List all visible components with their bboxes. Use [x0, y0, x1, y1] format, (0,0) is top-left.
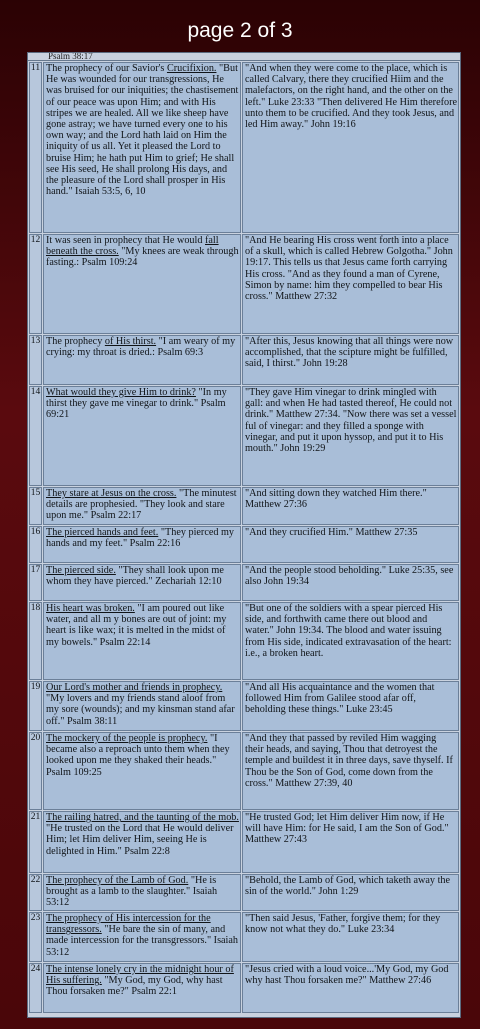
prophecy-cell [43, 912, 241, 962]
prophecy-title: of His thirst. [104, 336, 157, 347]
prophecy-title: What would they give Him to drink? [46, 387, 196, 398]
prophecy-text: "He is brought as a lamb to the slaughter." Isaiah 53:12 [46, 875, 218, 909]
prophecy-title: They stare at Jesus on the cross. [46, 488, 177, 499]
prophecy-title: Crucifixion. [166, 63, 217, 74]
prophecy-title: fall beneath the cross. [46, 235, 219, 258]
prophecy-text: "He bare the sin of many, and made intercession for the transgressors." Isaiah 53:12 [46, 924, 239, 958]
prophecy-prefix: The prophecy of our Savior's [46, 63, 167, 74]
row-number: 21 [29, 811, 42, 873]
prophecy-text: "But He was wounded for our transgressions, He was bruised for our iniquities; the chastisement of our peace was upon Him; and with His stripes we are healed. All we like sheep have gone astray; we have turned every one to his own way; and the Lord hath laid on Him the iniquity of us all. Yet it pleased the Lord to bruise Him; he hath put Him to grief; He shall see His seed, He shall prolong His days, and the pleasure of the Lord shall prosper in His hand." Isaiah 53:5, 6, 10 [46, 63, 239, 198]
prophecy-prefix: The prophecy [46, 336, 105, 347]
prophecy-title: The prophecy of the Lamb of God. [46, 875, 189, 886]
prophecy-cell [43, 811, 241, 873]
prophecy-text: "I am poured out like water, and all m y bones are out of joint: my heart is like wax; it is melted in the midst of my bowels." Psalm 22:14 [46, 603, 227, 648]
prophecy-title: The prophecy of His intercession for the transgressors. [46, 913, 211, 936]
row-number: 19 [29, 681, 42, 731]
prophecy-title: The pierced hands and feet. [46, 527, 159, 538]
prophecy-text: "I became also a reproach unto them when they looked upon me they shaked their heads." Psalm 109:25 [46, 733, 230, 778]
prophecy-table [28, 61, 460, 1014]
fulfillment-cell: "Then said Jesus, 'Father, forgive them; for they know not what they do." Luke 23:34 [242, 912, 459, 962]
fulfillment-cell: "And He bearing His cross went forth into a place of a skull, which is called Hebrew Golgotha." John 19:17. This tells us that Jesus came forth carrying His cross. "And as they found a man of Cyrene, Simon by name: him they compelled to bear His cross." Matthew 27:32 [242, 234, 459, 334]
table-row [29, 335, 459, 385]
fulfillment-cell: "And sitting down they watched Him there." Matthew 27:36 [242, 487, 459, 525]
prophecy-text: "They shall look upon me whom they have pierced." Zechariah 12:10 [46, 565, 224, 588]
table-row [29, 811, 459, 873]
fulfillment-cell: "And they that passed by reviled Him wagging their heads, and saying, Thou that detroyest the temple and buildest it in three days, save thyself. If Thou be the Son of God, come down from the cross." Matthew 27:39, 40 [242, 732, 459, 810]
fulfillment-cell: "And when they were come to the place, which is called Calvary, there they crucified Hiim and the malefactors, on the right hand, and the other on the left." Luke 23:33 "Then delivered He Him therefore unto them to be crucified. And they took Jesus, and led Him away." John 19:16 [242, 62, 459, 233]
prophecy-title: The intense lonely cry in the midnight hour of His suffering. [46, 964, 234, 987]
prophecy-text: "I am weary of my crying: my throat is dried.: Psalm 69:3 [46, 336, 236, 359]
page-indicator: page 2 of 3 [187, 19, 293, 42]
table-row [29, 874, 459, 911]
prophecy-text: "They pierced my hands and my feet." Psalm 22:16 [46, 527, 235, 550]
row-number: 22 [29, 874, 42, 911]
prophecy-text: "The minutest details are prophesied. "They look and stare upon me." Psalm 22:17 [46, 488, 237, 522]
prophecy-cell [43, 386, 241, 486]
fulfillment-cell: "He trusted God; let Him deliver Him now, if He will have Him: for He said, I am the Son of God." Matthew 27:43 [242, 811, 459, 873]
table-row [29, 602, 459, 680]
row-number: 17 [29, 564, 42, 601]
prophecy-text: "My lovers and my friends stand aloof from my sore (wounds); and my kinsman stand afar off." Psalm 38:11 [46, 693, 235, 727]
prophecy-title: The pierced side. [46, 565, 116, 576]
row-number: 16 [29, 526, 42, 563]
table-row [29, 564, 459, 601]
prophecy-text: "My God, my God, why hast Thou forsaken me?" Psalm 22:1 [46, 975, 223, 998]
fulfillment-cell: "Jesus cried with a loud voice...'My God, my God why hast Thou forsaken me?" Matthew 27:46 [242, 963, 459, 1013]
prophecy-cell [43, 874, 241, 911]
row-number: 13 [29, 335, 42, 385]
row-number: 11 [29, 62, 42, 233]
prophecy-title: His heart was broken. [46, 603, 135, 614]
row-number: 15 [29, 487, 42, 525]
row-number: 24 [29, 963, 42, 1013]
prophecy-cell [43, 602, 241, 680]
cut-off-row: Psalm 38:17 [28, 53, 460, 61]
table-row [29, 912, 459, 962]
prophecy-cell [43, 62, 241, 233]
prophecy-cell [43, 732, 241, 810]
prophecy-cell [43, 335, 241, 385]
prophecy-title: The mockery of the people is prophecy. [46, 733, 208, 744]
prophecy-cell [43, 526, 241, 563]
table-row [29, 526, 459, 563]
prophecy-title: Our Lord's mother and friends in prophecy. [46, 682, 223, 693]
row-number: 14 [29, 386, 42, 486]
prophecy-title: The railing hatred, and the taunting of the mob. [46, 812, 239, 823]
fulfillment-cell: "And the people stood beholding." Luke 25:35, see also John 19:34 [242, 564, 459, 601]
fulfillment-cell: "After this, Jesus knowing that all things were now accomplished, that the scipture might be fulfilled, said, I thirst." John 19:28 [242, 335, 459, 385]
row-number: 20 [29, 732, 42, 810]
row-number: 18 [29, 602, 42, 680]
table-row [29, 681, 459, 731]
prophecy-cell [43, 487, 241, 525]
table-row [29, 386, 459, 486]
prophecy-cell [43, 963, 241, 1013]
row-number: 23 [29, 912, 42, 962]
prophecy-cell [43, 564, 241, 601]
fulfillment-cell: "And all His acquaintance and the women that followed Him from Galilee stood afar off, beholding these things." Luke 23:45 [242, 681, 459, 731]
table-row [29, 487, 459, 525]
fulfillment-cell: "They gave Him vinegar to drink mingled with gall: and when He had tasted thereof, He could not drink." Matthew 27:34. "Now there was set a vessel ful of vinegar: and they filled a sponge with vinegar, and put it upon hyssop, and put it to His mouth." John 19:29 [242, 386, 459, 486]
row-number: 12 [29, 234, 42, 334]
fulfillment-cell: "And they crucified Him." Matthew 27:35 [242, 526, 459, 563]
document-page [27, 52, 461, 1018]
prophecy-text: "He trusted on the Lord that He would deliver Him; let Him deliver Him, seeing He is delighted in Him." Psalm 22:8 [46, 823, 234, 857]
table-row [29, 732, 459, 810]
prophecy-text: "In my thirst they gave me vinegar to drink." Psalm 69:21 [46, 387, 227, 421]
table-row [29, 234, 459, 334]
table-row [29, 963, 459, 1013]
fulfillment-cell: "But one of the soldiers with a spear pierced His side, and forthwith came there out blood and water." John 19:34. The blood and water issuing from His side, indicated extravasation of the heart: i.e., a broken heart. [242, 602, 459, 680]
prophecy-text: "My knees are weak through fasting.: Psalm 109:24 [46, 246, 239, 269]
prophecy-prefix: It was seen in prophecy that He would [46, 235, 205, 246]
prophecy-cell [43, 234, 241, 334]
table-row [29, 62, 459, 233]
prophecy-cell [43, 681, 241, 731]
fulfillment-cell: "Behold, the Lamb of God, which taketh away the sin of the world." John 1:29 [242, 874, 459, 911]
